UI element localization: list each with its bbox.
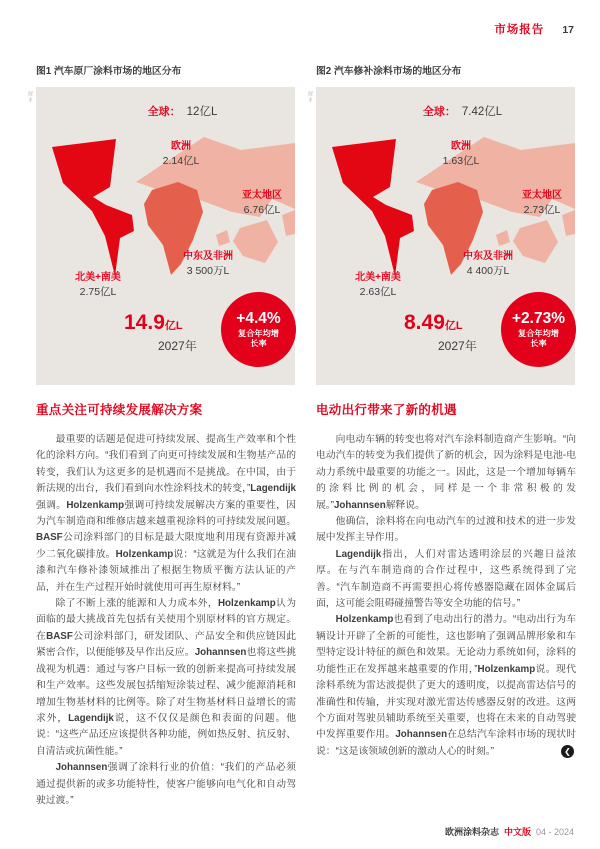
paragraph: 最重要的话题是促进可持续发展、提高生产效率和个性化的涂料方向。“我们看到了向更可持续发展和生物基产品的转变，我们认为这更多的是机遇而不是挑战。在中国，由于新法规的出台，我们看到向水性涂料技术的转变，”Lagendijk强调。Holzenkamp强调可持续发展解决方案的重要性，因为汽车制造商和维修店越来越重视涂料的可持续发展问题。BASF公司涂料部门的目标是最大限度地利用现有资源并减少二氧化碳排放。Holzenkamp说：“这就是为什么我们在油漆和汽车修补漆领域推出了根据生物质平衡方法认证的产品，并在生产过程开始时就使用可再生原材料。” — [36, 434, 297, 593]
region-label-europe: 欧洲 2.14亿L — [162, 141, 200, 167]
map-shape-americas — [52, 139, 134, 276]
page-footer — [445, 825, 574, 838]
region-label-americas: 北美+南美 2.63亿L — [355, 272, 401, 298]
global-value-label: 全球： 7.42亿L — [422, 106, 503, 118]
global-value-label: 全球： 12亿L — [147, 106, 218, 118]
figure1-title: 图1 汽车原厂涂料市场的地区分布 — [36, 66, 182, 77]
figure1-source-note: 来源 — [28, 90, 34, 102]
figure2-chart — [308, 87, 575, 385]
article-column-left — [36, 400, 296, 809]
map-shape-americas — [332, 139, 414, 276]
page-number: 17 — [562, 24, 574, 36]
issue-number: 04 - 2024 — [535, 827, 574, 837]
paragraph: 向电动车辆的转变也将对汽车涂料制造商产生影响。“向电动汽车的转变为我们提供了新的机会，因为涂料是电池-电动力系统中最重要的功能之一。因此，这是一个增加每辆车的涂料比例的机会，同样是一个非常积极的发展。”Johannsen解释说。 — [316, 434, 576, 511]
region-label-middle-east-africa: 中东及非洲 4 400万L — [463, 251, 513, 277]
region-label-americas: 北美+南美 2.75亿L — [75, 272, 121, 298]
paragraph: Lagendijk指出，人们对雷达透明涂层的兴趣日益浓厚。在与汽车制造商的合作过程中，这些系统得到了完善。“汽车制造商不再需要担心将传感器隐藏在固体金属后面，这可能会阻碍碰撞警告等安全功能的信号。” — [316, 548, 576, 610]
region-label-asia-pacific: 亚太地区 2.73亿L — [522, 190, 562, 216]
article-column-right — [316, 400, 576, 758]
paragraph: 他确信，涂料将在向电动汽车的过渡和技术的进一步发展中发挥主导作用。 — [316, 516, 576, 544]
forecast-total: 14.9亿L 2027年 — [124, 311, 197, 353]
paragraph: 除了不断上涨的能源和人力成本外，Holzenkamp认为面临的最大挑战首先包括有关使用个别原材料的官方规定。在BASF公司涂料部门，研发团队、产品安全和供应链因此紧密合作，以便能够及早作出反应。Johannsen也将这些挑战视为机遇：通过与客户目标一致的创新来提高可持续发展和生产效率。这些发展包括缩短涂装过程、减少能源消耗和增加生物基材料的比例等。除了对生物基材料日益增长的需求外，Lagendijk说，这不仅仅是颜色和表面的问题。他说：“这些产品还应该提供各种功能，例如热反射、抗反射、自清洁或抗菌性能。” — [36, 598, 297, 757]
section-title: 市场报告 — [494, 24, 545, 36]
figure2-title: 图2 汽车修补涂料市场的地区分布 — [316, 66, 462, 77]
cagr-badge: +4.4% 复合年均增 长率 — [221, 292, 296, 367]
map-shape-island-small — [496, 230, 510, 246]
region-label-asia-pacific: 亚太地区 6.76亿L — [242, 190, 282, 216]
end-of-article-icon: ❮ — [561, 745, 574, 758]
journal-edition: 中文版 — [503, 827, 531, 837]
cagr-badge: +2.73% 复合年均增 长率 — [501, 292, 576, 367]
section-heading-sustainability: 重点关注可持续发展解决方案 — [36, 403, 203, 417]
forecast-total: 8.49亿L 2027年 — [404, 311, 477, 353]
section-heading-emobility: 电动出行带来了新的机遇 — [316, 403, 457, 417]
map-shape-island-small — [216, 230, 230, 246]
paragraph: Johannsen强调了涂料行业的价值：“我们的产品必须通过提供新的或多功能特性，使客户能够向电气化和自动驾驶过渡。” — [36, 762, 296, 806]
region-label-europe: 欧洲 1.63亿L — [442, 141, 480, 167]
figure2-source-note: 来源 — [308, 90, 314, 102]
region-label-middle-east-africa: 中东及非洲 3 500万L — [183, 251, 233, 277]
figure1-chart — [28, 87, 295, 385]
journal-name: 欧洲涂料杂志 — [444, 827, 499, 837]
paragraph: Holzenkamp也看到了电动出行的潜力。“电动出行为车辆设计开辟了全新的可能性，这也影响了强调品牌形象和车型特定设计特征的颜色和效果。无论动力系统如何，涂料的功能性正在发挥越来越重要的作用，”Holzenkamp说。现代涂料系统为雷达波提供了更大的透明度，以提高雷达信号的准确性和传输，并实现对激光雷达传感器反射的改进。这两个方面对驾驶员辅助系统至关重要，也将在未来的自动驾驶中发挥重要作用。Johannsen在总结汽车涂料市场的现状时说：“这是该领域创新的激动人心的时刻。” — [316, 614, 577, 757]
page-header — [494, 21, 574, 37]
